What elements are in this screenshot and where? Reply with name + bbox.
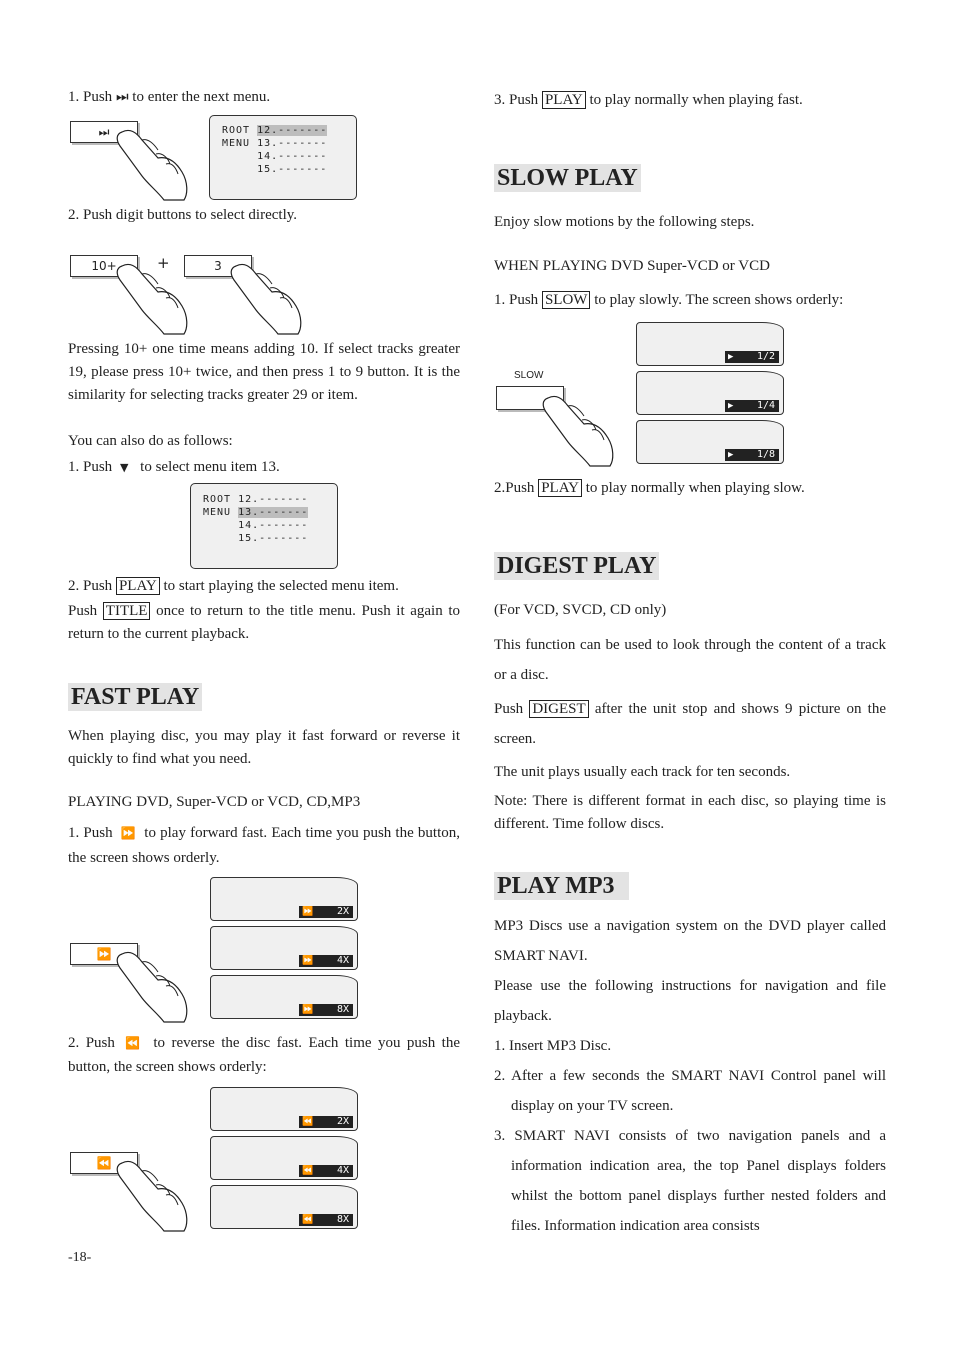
menu-line-prefix <box>222 151 257 162</box>
digest-p2: Push DIGEST after the unit stop and shows 9 picture on the screen. <box>494 701 886 747</box>
menu-line-prefix: ROOT <box>203 494 239 505</box>
speed-value: 2X <box>336 1116 349 1127</box>
fast-intro: When playing disc, you may play it fast forward or reverse it quickly to find what you need. <box>68 728 460 767</box>
menu-line <box>222 124 327 137</box>
rewind-icon: ⏪ <box>302 1166 314 1176</box>
step-play: 2. Push PLAY to start playing the selected menu item. <box>68 578 399 594</box>
pressing-hand-icon <box>538 390 620 468</box>
slow-intro: Enjoy slow motions by the following steps. <box>494 214 755 230</box>
mp3-list-1: 1. Insert MP3 Disc. <box>494 1038 612 1054</box>
pressing-paragraph: Pressing 10+ one time means adding 10. If select tracks greater 19, please press 10+ twice, and then press 1 to 9 button. It is the similarity for selecting tracks greater 29 or item. <box>68 341 460 403</box>
three-button-illustration: 3 <box>184 255 252 277</box>
plus-sign: + <box>157 254 170 272</box>
fast-forward-icon: ⏩ <box>120 826 137 840</box>
menu-line <box>203 506 308 519</box>
speed-screen <box>210 926 358 970</box>
pressing-hand-icon <box>112 258 194 336</box>
speed-value: 2X <box>336 906 349 917</box>
menu-line-item: 14.------- <box>238 520 309 531</box>
speed-screen <box>636 322 784 366</box>
speed-indicator <box>299 1214 353 1226</box>
slow-play-heading: SLOW PLAY <box>494 164 641 192</box>
fast-sub: PLAYING DVD, Super-VCD or VCD, CD,MP3 <box>68 794 361 810</box>
menu-line-prefix: ROOT <box>222 125 258 136</box>
also-text: You can also do as follows: <box>68 433 233 449</box>
speed-indicator <box>299 1004 353 1016</box>
rewind-icon: ⏪ <box>302 1117 314 1127</box>
slow-step: 1. Push SLOW to play slowly. The screen shows orderly: <box>494 292 844 308</box>
pressing-hand-icon <box>112 1155 194 1233</box>
pressing-hand-icon <box>112 124 194 202</box>
speed-screen <box>210 1136 358 1180</box>
rewind-icon: ⏪ <box>302 1215 314 1225</box>
slow-play-step: 2.Push PLAY to play normally when playing slow. <box>494 480 805 496</box>
pressing-hand-icon <box>226 258 308 336</box>
step-next-menu: 1. Push ⏭ to enter the next menu. <box>68 89 271 105</box>
menu-line-prefix <box>222 164 257 175</box>
speed-value: 8X <box>336 1004 349 1015</box>
menu-line-item: 13.------- <box>238 507 309 518</box>
speed-value: 4X <box>336 955 349 966</box>
menu-line-item: 14.------- <box>257 151 328 162</box>
menu-line-prefix <box>203 520 238 531</box>
speed-screen <box>210 975 358 1019</box>
menu-line-prefix <box>203 533 238 544</box>
menu-screen-1 <box>209 115 357 200</box>
title-paragraph: Push TITLE once to return to the title menu. Push it again to return to the current playback. <box>68 603 461 642</box>
menu-line-item: 15.------- <box>238 533 309 544</box>
menu-line <box>222 163 327 176</box>
fast-ff-step: 1. Push ⏩ to play forward fast. Each time you push the button, the screen shows orderly. <box>68 825 461 866</box>
speed-indicator <box>725 400 779 412</box>
menu-line-item: 13.------- <box>257 138 328 149</box>
play-key-label: PLAY <box>538 479 582 497</box>
mp3-p2: Please use the following instructions for navigation and file playback. <box>494 978 886 1024</box>
fast-forward-icon: ⏩ <box>302 1005 314 1015</box>
speed-indicator <box>299 1165 353 1177</box>
slow-motion-icon: ▶ <box>728 450 734 460</box>
slow-button-caption: SLOW <box>514 370 544 381</box>
play-key-label: PLAY <box>116 577 160 595</box>
next-track-icon: ⏭ <box>115 89 129 105</box>
speed-indicator <box>299 906 353 918</box>
slow-sub: WHEN PLAYING DVD Super-VCD or VCD <box>494 258 770 274</box>
menu-screen-2 <box>190 483 338 569</box>
digest-p4: Note: There is different format in each disc, so playing time is different. Time follow discs. <box>494 793 886 832</box>
play-key-label: PLAY <box>542 91 586 109</box>
speed-screen <box>210 877 358 921</box>
mp3-p1: MP3 Discs use a navigation system on the DVD player called SMART NAVI. <box>494 918 886 964</box>
fast-play-heading: FAST PLAY <box>68 683 202 711</box>
menu-line-item: 15.------- <box>257 164 328 175</box>
digest-note: (For VCD, SVCD, CD only) <box>494 602 667 618</box>
menu-line <box>222 150 327 163</box>
page-number: -18- <box>68 1250 92 1265</box>
rewind-icon: ⏪ <box>96 1156 112 1170</box>
speed-value: 1/2 <box>756 351 775 362</box>
fast-forward-icon: ⏩ <box>302 956 314 966</box>
speed-indicator <box>299 955 353 967</box>
ten-plus-button-illustration: 10+ <box>70 255 138 277</box>
speed-screen <box>210 1185 358 1229</box>
title-key-label: TITLE <box>103 602 151 620</box>
next-track-icon: ⏭ <box>98 125 110 139</box>
mp3-list-2: 2. After a few seconds the SMART NAVI Control panel will display on your TV screen. <box>494 1068 886 1114</box>
play-fast-step: 3. Push PLAY to play normally when playing fast. <box>494 92 803 108</box>
menu-line-item: 12.------- <box>238 494 309 505</box>
slow-motion-icon: ▶ <box>728 352 734 362</box>
speed-indicator <box>299 1116 353 1128</box>
digest-key-label: DIGEST <box>529 700 588 718</box>
speed-indicator <box>725 449 779 461</box>
speed-screen <box>210 1087 358 1131</box>
digest-play-heading: DIGEST PLAY <box>494 552 659 580</box>
fast-forward-icon: ⏩ <box>96 947 112 961</box>
speed-value: 8X <box>336 1214 349 1225</box>
slow-key-label: SLOW <box>542 291 591 309</box>
menu-line-prefix: MENU <box>203 507 239 518</box>
menu-line-prefix: MENU <box>222 138 258 149</box>
mp3-list-3: 3. SMART NAVI consists of two navigation panels and a information indication area, the top Panel displays folders whilst the bottom panel displays further nested folders and files. Information indication area consists <box>494 1128 886 1234</box>
step-digit: 2. Push digit buttons to select directly. <box>68 207 298 223</box>
pressing-hand-icon <box>112 946 194 1024</box>
digest-p3: The unit plays usually each track for ten seconds. <box>494 764 791 780</box>
speed-screen <box>636 371 784 415</box>
digest-p1: This function can be used to look through the content of a track or a disc. <box>494 637 886 683</box>
menu-line <box>222 137 327 150</box>
menu-line-item: 12.------- <box>257 125 328 136</box>
rewind-icon: ⏪ <box>125 1036 143 1050</box>
slow-motion-icon: ▶ <box>728 401 734 411</box>
menu-line <box>203 532 308 545</box>
step-down: 1. Push ▼ to select menu item 13. <box>68 459 280 475</box>
fast-forward-icon: ⏩ <box>302 907 314 917</box>
speed-indicator <box>725 351 779 363</box>
speed-value: 1/8 <box>756 449 775 460</box>
down-arrow-icon: ▼ <box>119 461 129 474</box>
menu-line <box>203 493 308 506</box>
speed-value: 1/4 <box>756 400 775 411</box>
menu-line <box>203 519 308 532</box>
speed-screen <box>636 420 784 464</box>
speed-value: 4X <box>336 1165 349 1176</box>
fast-rev-step: 2. Push ⏪ to reverse the disc fast. Each time you push the button, the screen shows orderly: <box>68 1035 460 1075</box>
play-mp3-heading: PLAY MP3 <box>494 872 629 900</box>
